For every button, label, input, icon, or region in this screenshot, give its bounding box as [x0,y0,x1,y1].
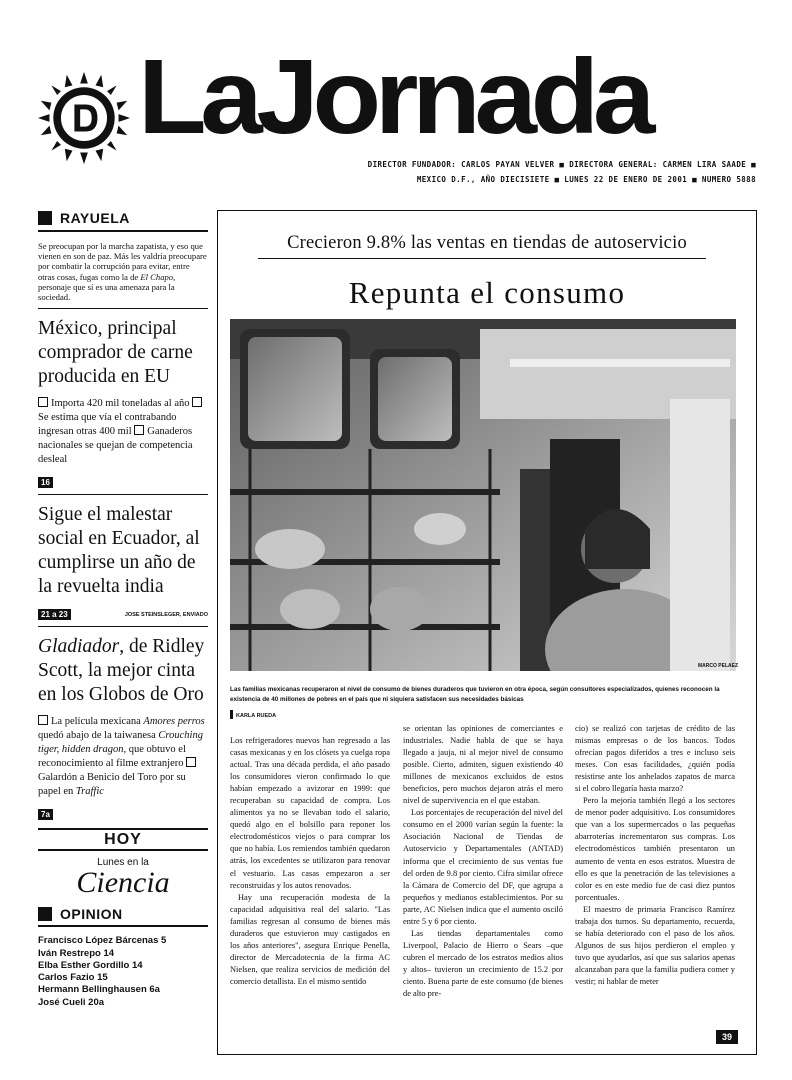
divider [258,258,706,259]
kicker: Crecieron 9.8% las ventas en tiendas de autoservicio [287,233,687,253]
box-bullet-icon [134,425,144,435]
box-bullet-icon [192,397,202,407]
headline-ecuador[interactable]: Sigue el malestar social en Ecuador, al cumplirse un año de la revuelta india [38,504,200,598]
opinion-heading: OPINION [38,906,208,922]
masthead-title: LaJornada [138,38,649,156]
divider [38,308,208,309]
box-bullet-icon [38,715,48,725]
lead-story [217,210,757,1055]
opinion-item[interactable]: Francisco López Bárcenas 5 [38,935,167,947]
divider [38,626,208,627]
headline-mexico[interactable]: México, principal comprador de carne producida en EU [38,318,193,388]
opinion-item[interactable]: Carlos Fazio 15 [38,972,108,984]
byline-ecuador: JOSE STEINSLEGER, ENVIADO [124,611,208,618]
divider [38,494,208,495]
box-bullet-icon [186,757,196,767]
opinion-item[interactable]: Hermann Bellinghausen 6a [38,984,160,996]
divider [38,230,208,232]
lead-headline[interactable]: Repunta el consumo [348,275,626,310]
lead-photo [230,319,736,671]
body-column-1: Los refrigeradores nuevos han regresado a las casas mexicanas y en los clósets ya cuelga ropa actual. Tras una década perdida, el año pasado los consumidores vieron confirmado lo que habían empezado a avizorar en 1999: que recuperaban su capacidad de compra. Los alimentos ya no se llevaban todo el salario, quedó algo en el bolsillo para reponer los electrodomésticos viejos o para comprar los que no había. Los remiendos también quedaron atrás, los excedentes se utilizaron para renovar el vestuario. Las casas empezaron a ser reconstruidas y los autos renovados. Hay una recuperación modesta de la capacidad adquisitiva real del salario. "Las familias regresan al consumo de bienes más duraderos que estuvieron muy castigados en los años anteriores", asegura Enrique Penella, director de Mercadotecnia de la firma AC Nielsen, que realiza servicios de medición del comercio detallista. En el mismo sentido [230,736,390,986]
square-bullet-icon [38,907,52,921]
photo-caption: Las familias mexicanas recuperaron el nivel de consumo de bienes duraderos que tuvieron en otra época, según consultores especializados, quienes reconocen la existencia de 40 millones de pobres en el país que ni siquiera satisfacen sus necesidades básicas [230,686,720,703]
deck-mexico: Importa 420 mil toneladas al año Se estima que vía el contrabando ingresan otras 400 mil Ganaderos nacionales se quejan de competencia desleal [38,397,208,467]
page-tag[interactable]: 7a [38,809,53,820]
opinion-item[interactable]: Iván Restrepo 14 [38,947,115,959]
square-bullet-icon [38,211,52,225]
body-column-2: se orientan las opiniones de comerciantes e industriales. Nadie habla de que se haya llegado a jauja, ni al mejor nivel de consumo posible. Cierto, admiten, siguen existiendo 40 millones de mexicanos excluidos de estos beneficios, pero muchos dejaron atrás el mero nivel de supervivencia en el que estaban. Los porcentajes de recuperación del nivel del consumo en el 2000 varían según la fuente: la Asociación Nacional de Tiendas de Autoservicio y Departamentales (ANTAD) informa que el crecimiento de sus ventas fue del orden de 9.8 por ciento. Cifra similar ofrece la Cámara de Comercio del DF, que agrupa a pequeños y medianos establecimientos. Por su parte, AC Nielsen indica que el aumento osciló entre 5 y 6 por ciento. Las tiendas departamentales como Liverpool, Palacio de Hierro o Sears –que cubren el mercado de los estratos medios altos y altos– tuvieron un crecimiento de 15.2 por ciento. Buena parte de este consumo (de bienes de alto pre- [403,724,563,999]
edition-line: MEXICO D.F., AÑO DIECISIETE ■ LUNES 22 DE ENERO DE 2001 ■ NUMERO 5888 [416,175,756,184]
page-number[interactable]: 39 [716,1030,738,1044]
sun-logo-icon [36,70,132,166]
left-column [38,210,208,1009]
rayuela-heading: RAYUELA [38,210,208,226]
opinion-list [38,935,208,1009]
photo-credit: MARCO PELAEZ [698,663,738,669]
divider [38,925,208,927]
deck-gladiador: La película mexicana Amores perros quedó abajo de la taiwanesa Crouching tiger, hidden dragon, que obtuvo el reconocimiento al filme extranjero Galardón a Benicio del Toro por su papel en Traffic [38,716,205,798]
ciencia-supplement-logo[interactable]: Lunes en la Ciencia [76,857,170,900]
headline-gladiador[interactable]: Gladiador, de Ridley Scott, la mejor cinta en los Globos de Oro [38,636,205,706]
box-bullet-icon [38,397,48,407]
byline: KARLA RUEDA [230,710,276,719]
rayuela-text: Se preocupan por la marcha zapatista, y eso que vienen en son de paz. Más les valdría preocupare por combatir la corrupción para evitar, entre otras cosas, fugas como la de El Chapo, personaje que sí es una amenaza para la sociedad. [38,241,207,303]
staff-line: DIRECTOR FUNDADOR: CARLOS PAYAN VELVER ■ DIRECTORA GENERAL: CARMEN LIRA SAADE ■ [367,160,756,169]
opinion-item[interactable]: José Cueli 20a [38,996,105,1008]
hoy-heading: HOY [38,828,208,851]
opinion-item[interactable]: Elba Esther Gordillo 14 [38,959,143,971]
body-column-3: cio) se realizó con tarjetas de crédito de las mismas empresas o de los bancos. Todos ofrecían pagos diferidos a tres e incluso seis meses. Con esas facilidades, ¿quién podía resistirse ante los anhelados zapatos de marca si el cobro llegaría hasta marzo? Pero la mejoría también llegó a los sectores de menor poder adquisitivo. Los consumidores que van a los supermercados o las pequeñas abarroterías incrementaron sus compras. Los electrodomésticos también presentaron un aumento de venta en esos estratos. Muestra de ello es que la penetración de las televisiones a color es en este medio fue de casi diez puntos porcentuales. El maestro de primaria Francisco Ramírez trabaja dos turnos. Su departamento, recuerda, se había deteriorado con el paso de los años. Algunos de sus hijos perdieron el empleo y tuvo que ayudarlos, así que sus salarios apenas alcanzaban para que la familia pudiera comer y vestir; ni hablar de meter [575,724,735,986]
page-tag[interactable]: 21 a 23 [38,609,71,620]
page-tag[interactable]: 16 [38,477,53,488]
